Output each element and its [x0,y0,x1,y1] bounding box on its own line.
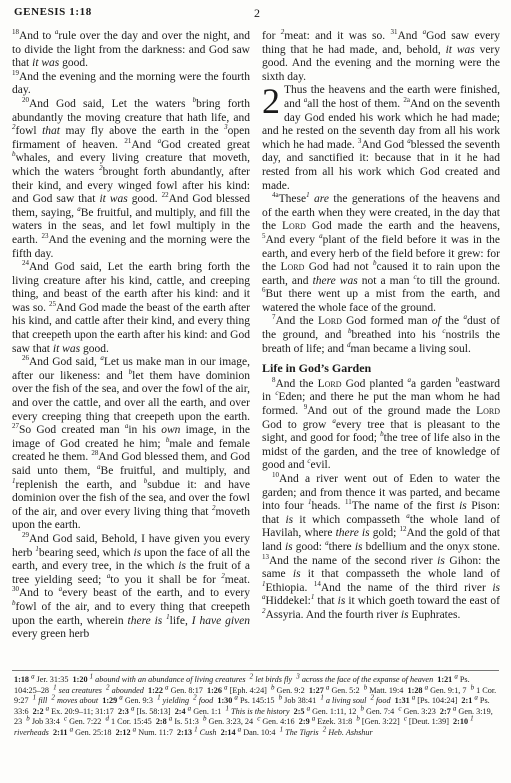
paragraph: $^{18}$And to $^a$rule over the day and over the night, and to divide the light from the darkness: and God saw that it was good. [12,28,250,70]
paragraph: $^{24}$And God said, Let the earth bring forth the living creature after his kind, cattle, and creeping thing, and beast of the earth after his kind: and it was so. $^{25}$And God made the beast of the earth after his kind, and cattle after their kind, and every thing that creepeth upon the earth after his kind: and God saw that it was good. [12,259,250,355]
page-number: 2 [254,6,260,20]
paragraph: $^{29}$And God said, Behold, I have given you every herb $^1$bearing seed, which is upon the face of all the earth, and every tree, in the which is the fruit of a tree yielding seed; $^a$to you it shall be for $^2$meat. $^{30}$And to $^a$every beast of the earth, and to every $^b$fowl of the air, and to every thing that creepeth upon the earth, wherein there is $^1$life, I have given every green herb [12,531,250,641]
left-column [12,30,250,642]
chapter-opening-text: Thus the heavens and the earth were finished, and $^a$all the host of them. $^{2a}$And on the seventh day God ended his work which he had made; and he rested on the seventh day from all his work which he had made. $^3$And God $^a$blessed the seventh day, and sanctified it: because that in it he had rested from all his work which God created and made. [262,84,501,192]
paragraph: $^{10}$And a river went out of Eden to water the garden; and from thence it was parted, and became into four $^1$heads. $^{11}$The name of the first is Pison: that is it which compasseth $^a$the whole land of Havilah, where there is gold; $^{12}$And the gold of that land is good: $^a$there is bdellium and the onyx stone. $^{13}$And the name of the second river is Gihon: the same is it that compasseth the whole land of $^1$Ethiopia. $^{14}$And the name of the third river is $^a$Hiddekel:$^1$ that is it which goeth toward the east of $^2$Assyria. And the fourth river is Euphrates. [262,471,500,621]
footnote-divider [12,670,499,671]
right-column [262,30,500,623]
paragraph: $^7$And the Lord God formed man of the $^a$dust of the ground, and $^b$breathed into his $^c$nostrils the breath of life; and $^d$man became a living soul. [262,313,501,355]
paragraph: $^{26}$And God said, $^a$Let us make man in our image, after our likeness: and $^b$let them have dominion over the fish of the sea, and over the fowl of the air, and over the cattle, and over all the earth, and over every creeping thing that creepeth upon the earth. $^{27}$So God created man $^a$in his own image, in the image of God created he him; $^b$male and female created he them. $^{28}$And God blessed them, and God said unto them, $^a$Be fruitful, and multiply, and $^1$replenish the earth, and $^b$subdue it: and have dominion over the fish of the sea, and over the fowl of the air, and over every living thing that $^2$moveth upon the earth. [12,354,251,532]
running-header [14,6,497,22]
paragraph: $^{19}$And the evening and the morning were the fourth day. [12,68,250,97]
chapter-number: 2 [262,81,280,122]
footnotes: 1:18 a Jer. 31:35 1:20 1 abound with an abundance of living creatures 2 let birds fly 3 across the face of the expanse of heaven 1:21 a Ps. 104:25–28 1 sea creatures 2 abounded 1:22 a Gen. 8:17 1:26 a [Eph. 4:24] b Gen. 9:2 1:27 a Gen. 5:2 b Matt. 19:4 1:28 a Gen. 9:1, 7 b 1 Cor. 9:27 1 fill 2 moves about 1:29 a Gen. 9:3 1 yielding 2 food 1:30 a Ps. 145:15 b Job 38:41 1 a living soul 2 food 1:31 a [Ps. 104:24] 2:1 a Ps. 33:6 2:2 a Ex. 20:9–11; 31:17 2:3 a [Is. 58:13] 2:4 a Gen. 1:1 1 This is the history 2:5 a Gen. 1:11, 12 b Gen. 7:4 c Gen. 3:23 2:7 a Gen. 3:19, 23 b Job 33:4 c Gen. 7:22 d 1 Cor. 15:45 2:8 a Is. 51:3 b Gen. 3:23, 24 c Gen. 4:16 2:9 a Ezek. 31:8 b [Gen. 3:22] c [Deut. 1:39] 2:10 1 riverheads 2:11 a Gen. 25:18 2:12 a Num. 11:7 2:13 1 Cush 2:14 a Dan. 10:4 1 The Tigris 2 Heb. Ashshur [14,672,497,737]
paragraph: $^{20}$And God said, Let the waters $^b$bring forth abundantly the moving creature that hath life, and $^2$fowl that may fly above the earth in the $^3$open firmament of heaven. $^{21}$And $^a$God created great $^b$whales, and every living creature that moveth, which the waters $^2$brought forth abundantly, after their kind, and every winged fowl after his kind: and God saw that it was good. $^{22}$And God blessed them, saying, $^a$Be fruitful, and multiply, and fill the waters in the seas, and let fowl multiply in the earth. $^{23}$And the evening and the morning were the fifth day. [12,96,251,260]
paragraph: for $^2$meat: and it was so. $^{31}$And $^a$God saw every thing that he had made, and, behold, it was very good. And the evening and the morning were the sixth day. [262,28,500,83]
chapter-opening [262,81,501,193]
running-head: GENESIS 1:18 [14,6,92,18]
paragraph: $^8$And the Lord God planted $^a$a garden $^b$eastward in $^c$Eden; and there he put the man whom he had formed. $^9$And out of the ground made the Lord God to grow $^a$every tree that is pleasant to the sight, and good for food; $^b$the tree of life also in the midst of the garden, and the tree of knowledge of good and $^c$evil. [262,376,501,472]
section-heading: Life in God’s Garden [262,361,372,376]
paragraph: $^{4a}$These$^1$ are the generations of the heavens and of the earth when they were created, in the day that the Lord God made the earth and the heavens, $^5$And every $^a$plant of the field before it was in the earth, and every herb of the field before it grew: for the Lord God had not $^b$caused it to rain upon the earth, and there was not a man $^c$to till the ground. $^6$But there went up a mist from the earth, and watered the whole face of the ground. [262,191,500,314]
